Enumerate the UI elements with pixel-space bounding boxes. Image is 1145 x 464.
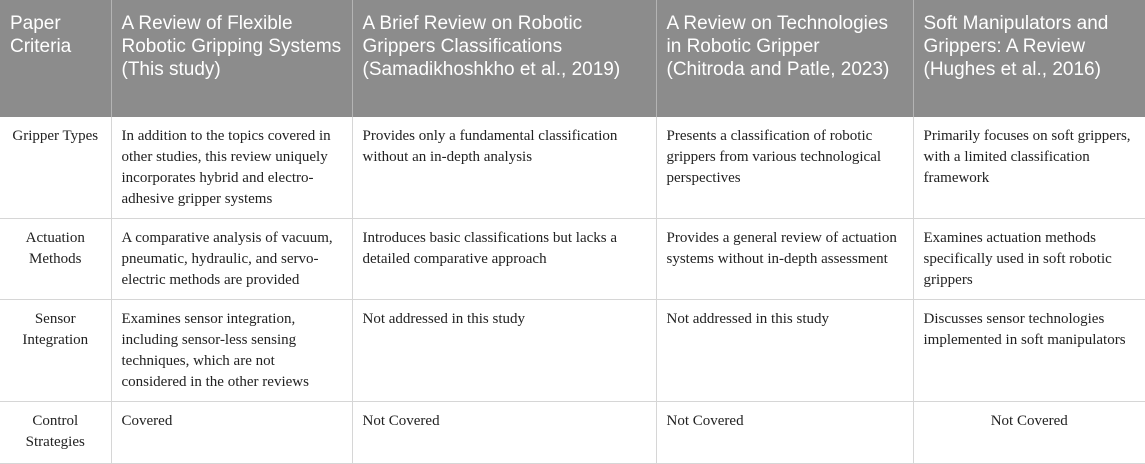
table-cell: Not addressed in this study [352, 300, 656, 402]
table-cell: Introduces basic classifications but lacks a detailed comparative approach [352, 219, 656, 300]
table-cell: In addition to the topics covered in other studies, this review uniquely incorporates hybrid and electro-adhesive gripper systems [111, 117, 352, 219]
table-cell: Examines actuation methods specifically used in soft robotic grippers [913, 219, 1145, 300]
criteria-header: Paper Criteria [0, 0, 111, 117]
table-row [0, 300, 1145, 402]
table-cell: Not Covered [913, 402, 1145, 464]
criterion-actuation-methods: Actuation Methods [0, 219, 111, 300]
table-cell: Primarily focuses on soft grippers, with a limited classification framework [913, 117, 1145, 219]
table-header [0, 0, 1145, 117]
table-cell: Not Covered [656, 402, 913, 464]
table-cell: A comparative analysis of vacuum, pneumatic, hydraulic, and servo-electric methods are provided [111, 219, 352, 300]
criterion-control-strategies: Control Strategies [0, 402, 111, 464]
table-cell: Presents a classification of robotic grippers from various technological perspectives [656, 117, 913, 219]
paper-header-chitroda: A Review on Technologies in Robotic Gripper (Chitroda and Patle, 2023) [656, 0, 913, 117]
table-cell: Not Covered [352, 402, 656, 464]
criterion-sensor-integration: Sensor Integration [0, 300, 111, 402]
table-cell: Not addressed in this study [656, 300, 913, 402]
table-row [0, 219, 1145, 300]
table-cell: Examines sensor integration, including sensor-less sensing techniques, which are not considered in the other reviews [111, 300, 352, 402]
table-cell: Provides a general review of actuation systems without in-depth assessment [656, 219, 913, 300]
paper-header-hughes: Soft Manipulators and Grippers: A Review (Hughes et al., 2016) [913, 0, 1145, 117]
paper-header-this-study: A Review of Flexible Robotic Gripping Systems (This study) [111, 0, 352, 117]
table-row [0, 402, 1145, 464]
criterion-gripper-types: Gripper Types [0, 117, 111, 219]
table-body [0, 117, 1145, 464]
header-row [0, 0, 1145, 117]
table-cell: Covered [111, 402, 352, 464]
paper-header-samadikhoshkho: A Brief Review on Robotic Grippers Classifications (Samadikhoshkho et al., 2019) [352, 0, 656, 117]
table-cell: Discusses sensor technologies implemented in soft manipulators [913, 300, 1145, 402]
table-row [0, 117, 1145, 219]
table-cell: Provides only a fundamental classification without an in-depth analysis [352, 117, 656, 219]
